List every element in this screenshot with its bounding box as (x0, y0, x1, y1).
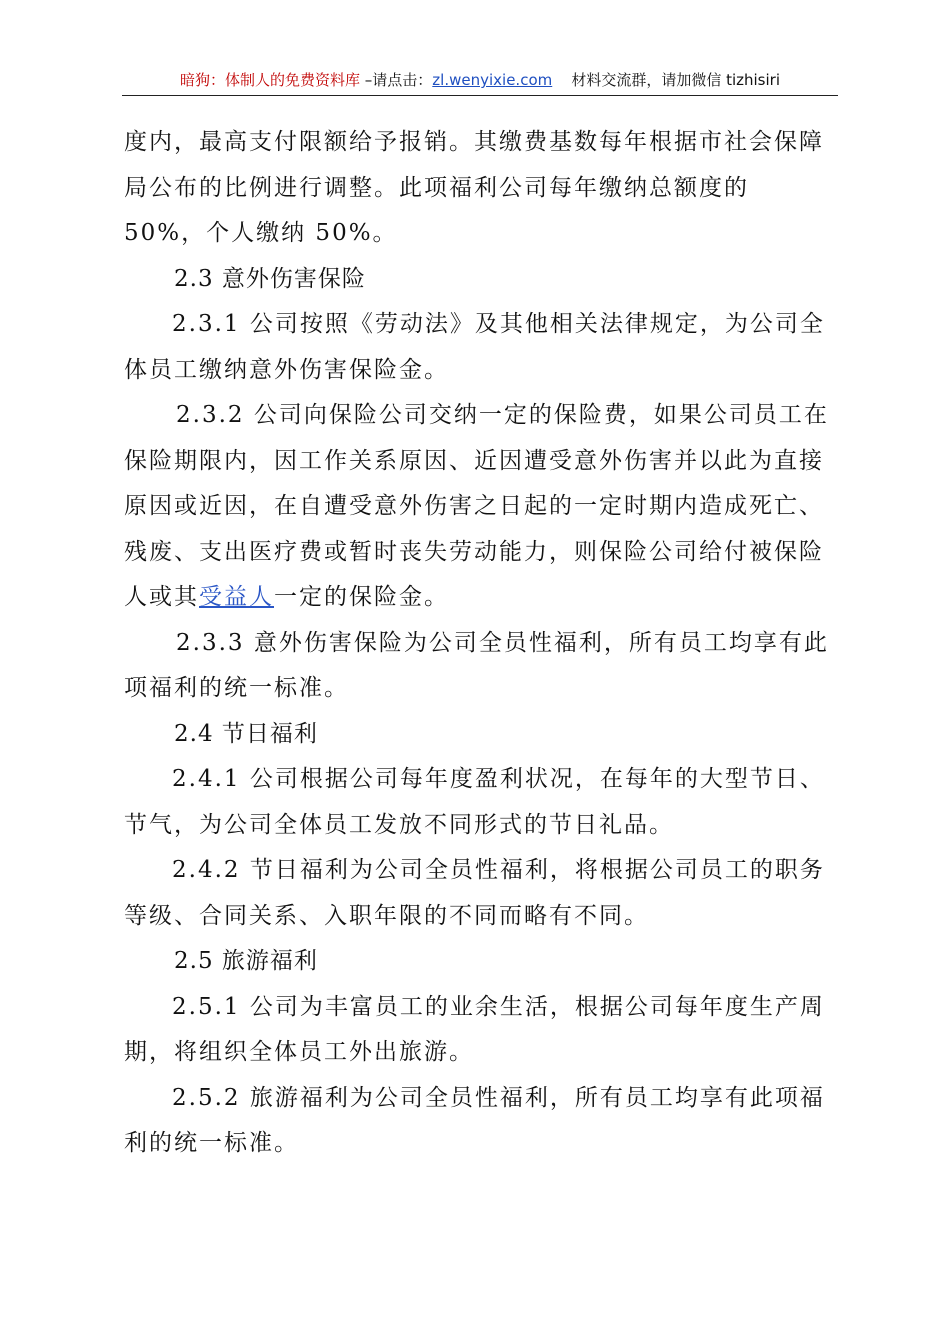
paragraph-2-3-1: 2.3.1 公司按照《劳动法》及其他相关法律规定，为公司全体员工缴纳意外伤害保险金。 (124, 311, 825, 383)
section-heading-2-5: 2.5 旅游福利 (174, 948, 318, 974)
paragraph-continued: 度内，最高支付限额给予报销。其缴费基数每年根据市社会保障局公布的比例进行调整。此项福利公司每年缴纳总额度的50%，个人缴纳 50%。 (124, 129, 824, 246)
paragraph-2-4-2: 2.4.2 节日福利为公司全员性福利，将根据公司员工的职务等级、合同关系、入职年限的不同而略有不同。 (124, 857, 825, 929)
paragraph-2-5-2: 2.5.2 旅游福利为公司全员性福利，所有员工均享有此项福利的统一标准。 (124, 1084, 825, 1156)
paragraph-2-3-2 (124, 393, 830, 621)
beneficiary-link[interactable]: 受益人 (199, 584, 274, 610)
header-site-link[interactable]: zl.wenyixie.com (432, 71, 553, 89)
document-body (124, 120, 830, 1167)
paragraph-2-3-2-text-b: 一定的保险金。 (274, 584, 449, 610)
section-heading-2-4: 2.4 节日福利 (174, 720, 318, 747)
section-heading-2-3: 2.3 意外伤害保险 (174, 265, 366, 292)
paragraph-2-3-2-text-a: 2.3.2 公司向保险公司交纳一定的保险费，如果公司员工在保险期限内，因工作关系原因、近因遭受意外伤害并以此为直接原因或近因，在自遭受意外伤害之日起的一定时期内造成死亡、残废、支出医疗费或暂时丧失劳动能力，则保险公司给付被保险人或其 (124, 402, 829, 610)
header-wechat-note: 材料交流群，请加微信 tizhisiri (571, 71, 780, 89)
paragraph-2-4-1: 2.4.1 公司根据公司每年度盈利状况，在每年的大型节日、节气，为公司全体员工发放不同形式的节日礼品。 (124, 766, 825, 838)
header-click-prompt: –请点击： (360, 71, 433, 89)
header-site-name: 暗狗：体制人的免费资料库 (180, 71, 361, 89)
page-header (122, 68, 838, 96)
paragraph-2-5-1: 2.5.1 公司为丰富员工的业余生活，根据公司每年度生产周期，将组织全体员工外出旅游。 (124, 993, 825, 1065)
paragraph-2-3-3: 2.3.3 意外伤害保险为公司全员性福利，所有员工均享有此项福利的统一标准。 (124, 629, 829, 701)
